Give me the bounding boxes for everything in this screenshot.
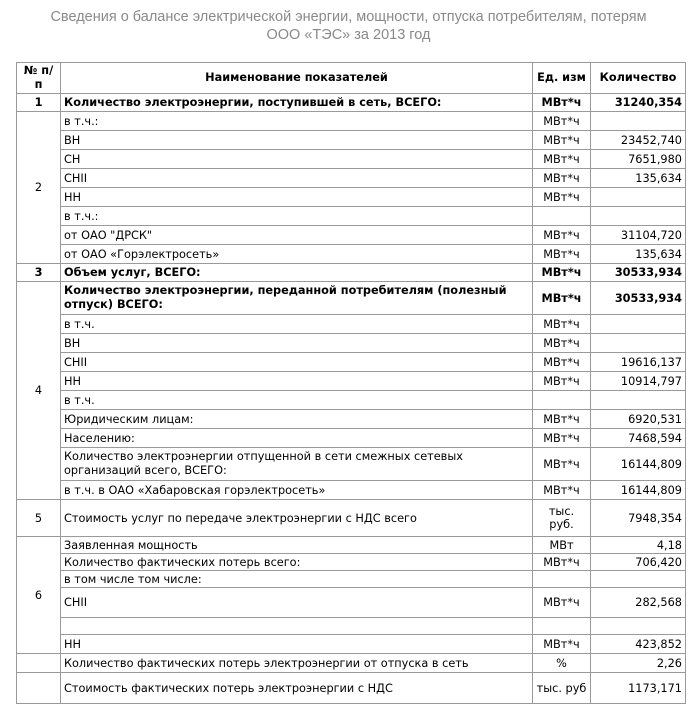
title-line-2: ООО «ТЭС» за 2013 год (266, 27, 431, 43)
row-num: 4 (17, 282, 61, 500)
row-qty (591, 618, 686, 635)
row-qty: 135,634 (591, 169, 686, 188)
row-name: от ОАО «Горэлектросеть» (61, 245, 533, 264)
table-row (17, 131, 686, 150)
row-unit: МВт (533, 537, 591, 554)
table-row (17, 245, 686, 264)
row-name: НН (61, 188, 533, 207)
table-row (17, 429, 686, 448)
row-unit (533, 571, 591, 588)
row-name: НН (61, 372, 533, 391)
header-qty: Количество (591, 63, 686, 94)
row-name: НН (61, 635, 533, 654)
table-row (17, 500, 686, 537)
row-qty: 7468,594 (591, 429, 686, 448)
row-qty: 706,420 (591, 554, 686, 571)
row-qty (591, 188, 686, 207)
row-unit: МВт*ч (533, 588, 591, 618)
table-header-row (17, 63, 686, 94)
row-qty: 19616,137 (591, 353, 686, 372)
row-num (17, 673, 61, 704)
table-row (17, 537, 686, 554)
table-row (17, 169, 686, 188)
title-line-1: Сведения о балансе электрической энергии, мощности, отпуска потребителям, потерям (50, 9, 647, 25)
row-name: в т.ч. (61, 391, 533, 410)
row-name: Населению: (61, 429, 533, 448)
row-unit: МВт*ч (533, 372, 591, 391)
row-num: 6 (17, 537, 61, 654)
row-name: Количество электроэнергии, переданной потребителям (полезный отпуск) ВСЕГО: (61, 282, 533, 315)
row-unit: МВт*ч (533, 169, 591, 188)
row-num (17, 654, 61, 673)
row-name: в т.ч.: (61, 207, 533, 226)
row-unit: МВт*ч (533, 150, 591, 169)
table-row (17, 282, 686, 315)
row-name: ВН (61, 131, 533, 150)
table-row (17, 353, 686, 372)
row-unit: МВт*ч (533, 264, 591, 282)
row-name: СН (61, 150, 533, 169)
row-qty (591, 315, 686, 334)
table-row (17, 448, 686, 481)
row-qty: 282,568 (591, 588, 686, 618)
row-unit: МВт*ч (533, 481, 591, 500)
row-name: Стоимость услуг по передаче электроэнергии с НДС всего (61, 500, 533, 537)
row-qty: 135,634 (591, 245, 686, 264)
row-unit: МВт*ч (533, 282, 591, 315)
row-name: Количество фактических потерь всего: (61, 554, 533, 571)
row-qty: 31104,720 (591, 226, 686, 245)
table-row (17, 618, 686, 635)
header-name: Наименование показателей (61, 63, 533, 94)
row-name (61, 618, 533, 635)
row-name: Стоимость фактических потерь электроэнергии с НДС (61, 673, 533, 704)
row-unit: МВт*ч (533, 353, 591, 372)
row-unit: МВт*ч (533, 334, 591, 353)
table-row (17, 554, 686, 571)
row-name: в т.ч. (61, 315, 533, 334)
row-qty: 4,18 (591, 537, 686, 554)
table-row (17, 372, 686, 391)
row-unit: тыс. руб (533, 673, 591, 704)
row-num: 3 (17, 264, 61, 282)
row-name: Количество электроэнергии, поступившей в сеть, ВСЕГО: (61, 94, 533, 112)
table-row (17, 94, 686, 112)
row-qty (591, 391, 686, 410)
row-name: СНII (61, 169, 533, 188)
table-row (17, 673, 686, 704)
row-name: в том числе том числе: (61, 571, 533, 588)
table-row (17, 391, 686, 410)
row-qty: 30533,934 (591, 264, 686, 282)
row-num: 2 (17, 112, 61, 264)
table-row (17, 635, 686, 654)
row-unit: МВт*ч (533, 94, 591, 112)
table-row (17, 188, 686, 207)
row-unit (533, 207, 591, 226)
row-qty (591, 207, 686, 226)
row-qty: 16144,809 (591, 481, 686, 500)
row-qty: 23452,740 (591, 131, 686, 150)
row-name: СНII (61, 353, 533, 372)
row-qty: 30533,934 (591, 282, 686, 315)
table-row (17, 481, 686, 500)
table-row (17, 571, 686, 588)
row-name: Количество электроэнергии отпущенной в сети смежных сетевых организаций всего, ВСЕГО: (61, 448, 533, 481)
row-unit: МВт*ч (533, 131, 591, 150)
row-name: Заявленная мощность (61, 537, 533, 554)
row-unit: тыс. руб. (533, 500, 591, 537)
row-qty: 31240,354 (591, 94, 686, 112)
balance-table (16, 62, 686, 704)
row-num: 1 (17, 94, 61, 112)
row-qty: 7651,980 (591, 150, 686, 169)
row-unit: МВт*ч (533, 112, 591, 131)
table-row (17, 654, 686, 673)
row-qty: 1173,171 (591, 673, 686, 704)
row-name: СНII (61, 588, 533, 618)
row-unit: МВт*ч (533, 315, 591, 334)
table-row (17, 334, 686, 353)
row-unit: МВт*ч (533, 245, 591, 264)
row-qty: 10914,797 (591, 372, 686, 391)
row-unit: МВт*ч (533, 448, 591, 481)
table-row (17, 264, 686, 282)
row-qty: 16144,809 (591, 448, 686, 481)
table-row (17, 315, 686, 334)
row-name: от ОАО "ДРСК" (61, 226, 533, 245)
row-unit: МВт*ч (533, 635, 591, 654)
header-unit: Ед. изм (533, 63, 591, 94)
row-qty (591, 571, 686, 588)
row-unit: МВт*ч (533, 188, 591, 207)
row-qty: 7948,354 (591, 500, 686, 537)
row-name: Количество фактических потерь электроэнергии от отпуска в сеть (61, 654, 533, 673)
row-name: Юридическим лицам: (61, 410, 533, 429)
table-row (17, 410, 686, 429)
row-name: Объем услуг, ВСЕГО: (61, 264, 533, 282)
row-num: 5 (17, 500, 61, 537)
row-name: в т.ч. в ОАО «Хабаровская горэлектросеть» (61, 481, 533, 500)
row-unit: МВт*ч (533, 410, 591, 429)
row-unit (533, 391, 591, 410)
table-row (17, 226, 686, 245)
table-row (17, 207, 686, 226)
row-unit: МВт*ч (533, 226, 591, 245)
row-name: ВН (61, 334, 533, 353)
table-row (17, 150, 686, 169)
row-qty: 2,26 (591, 654, 686, 673)
row-unit: МВт*ч (533, 554, 591, 571)
row-name: в т.ч.: (61, 112, 533, 131)
row-qty: 423,852 (591, 635, 686, 654)
header-num: № п/п (17, 63, 61, 94)
page-title (0, 8, 697, 44)
row-unit (533, 618, 591, 635)
row-unit: МВт*ч (533, 429, 591, 448)
row-qty (591, 334, 686, 353)
table-row (17, 588, 686, 618)
row-unit: % (533, 654, 591, 673)
row-qty (591, 112, 686, 131)
table-row (17, 112, 686, 131)
row-qty: 6920,531 (591, 410, 686, 429)
